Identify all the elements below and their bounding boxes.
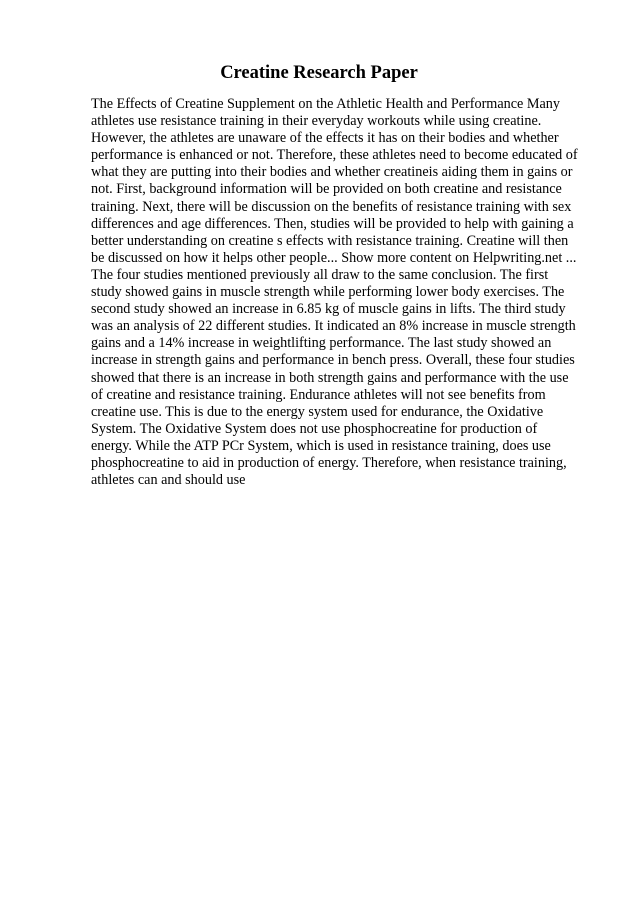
text-line: second study showed an increase in 6.85 kg of muscle gains in lifts. The third study	[91, 301, 566, 318]
text-line: The four studies mentioned previously all draw to the same conclusion. The first	[91, 266, 549, 283]
text-line: System. The Oxidative System does not use phosphocreatine for production of	[91, 420, 538, 437]
text-line: of creatine and resistance training. Endurance athletes will not see benefits from	[91, 386, 546, 403]
text-line: what they are putting into their bodies and whether creatineis aiding them in gains or	[91, 164, 573, 181]
text-line: differences and age differences. Then, studies will be provided to help with gaining a	[91, 215, 574, 232]
text-line: better understanding on creatine s effects with resistance training. Creatine will then	[91, 232, 569, 249]
text-line: The Effects of Creatine Supplement on the Athletic Health and Performance Many	[91, 96, 560, 112]
text-line: study showed gains in muscle strength while performing lower body exercises. The	[91, 284, 565, 301]
text-line: was an analysis of 22 different studies. It indicated an 8% increase in muscle strength	[91, 318, 576, 335]
text-line: athletes can and should use	[91, 472, 246, 489]
text-line: performance is enhanced or not. Therefore, these athletes need to become educated of	[91, 147, 578, 164]
text-line: showed that there is an increase in both strength gains and performance with the use	[91, 369, 569, 386]
text-line: energy. While the ATP PCr System, which is used in resistance training, does use	[91, 437, 551, 454]
text-line: be discussed on how it helps other people... Show more content on Helpwriting.net ...	[91, 249, 577, 266]
text-line: creatine use. This is due to the energy system used for endurance, the Oxidative	[91, 403, 544, 420]
page-title: Creatine Research Paper	[220, 63, 418, 83]
text-line: increase in strength gains and performance in bench press. Overall, these four studies	[91, 352, 575, 369]
text-line: athletes use resistance training in their everyday workouts while using creatine.	[91, 113, 542, 130]
text-line: However, the athletes are unaware of the effects it has on their bodies and whether	[91, 130, 559, 147]
text-line: phosphocreatine to aid in production of energy. Therefore, when resistance training,	[91, 454, 567, 471]
body-text	[91, 96, 591, 489]
text-line: not. First, background information will be provided on both creatine and resistance	[91, 181, 562, 198]
text-line: gains and a 14% increase in weightlifting performance. The last study showed an	[91, 335, 552, 352]
text-line: training. Next, there will be discussion on the benefits of resistance training with sex	[91, 198, 572, 215]
